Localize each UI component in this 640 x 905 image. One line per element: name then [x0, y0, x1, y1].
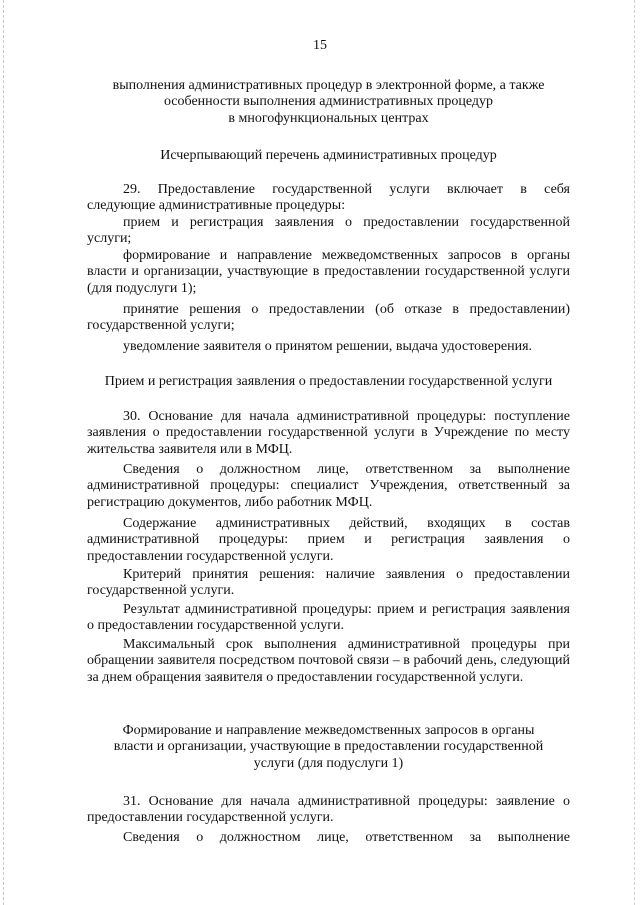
subheading-procedures-list: Исчерпывающий перечень административных процедур — [160, 148, 497, 163]
subheading-interagency-requests — [87, 723, 570, 772]
scan-right-edge — [634, 0, 636, 905]
procedure-item-1: прием и регистрация заявления о предоставлении государственной услуги; — [87, 215, 570, 247]
section-title — [87, 78, 570, 127]
paragraph-line: Сведения о должностном лице, ответственном за выполнение — [123, 830, 570, 845]
scan-left-edge — [3, 0, 5, 905]
section-title-line: в многофункциональных центрах — [228, 110, 429, 126]
paragraph-31-official — [87, 830, 570, 846]
procedure-item-3: принятие решения о предоставлении (об отказе в предоставлении) государственной услуги; — [87, 302, 570, 334]
paragraph-30-result: Результат административной процедуры: прием и регистрация заявления о предоставлении государственной услуги. — [87, 602, 570, 634]
procedure-item-2: формирование и направление межведомственных запросов в органы власти и организации, участвующие в предоставлении государственной услуги (для подуслуги 1); — [87, 248, 570, 296]
subheading-reception: Прием и регистрация заявления о предоставлении государственной услуги — [104, 374, 553, 389]
procedure-item-4: уведомление заявителя о принятом решении, выдача удостоверения. — [123, 339, 533, 354]
paragraph-31-basis: 31. Основание для начала административной процедуры: заявление о предоставлении государственной услуги. — [87, 794, 570, 826]
subheading-line: услуги (для подуслуги 1) — [253, 755, 404, 771]
paragraph-line: следующие административные процедуры: — [87, 198, 346, 214]
paragraph-line: 29. Предоставление государственной услуги включает в себя — [123, 182, 570, 197]
paragraph-30-criterion: Критерий принятия решения: наличие заявления о предоставлении государственной услуги. — [87, 567, 570, 599]
section-title-line: особенности выполнения административных процедур — [163, 94, 494, 110]
paragraph-30-official: Сведения о должностном лице, ответственном за выполнение административной процедуры: специалист Учреждения, ответственный за регистрацию документов, либо работник МФЦ. — [87, 462, 570, 510]
paragraph-30-content: Содержание административных действий, входящих в состав административной процедуры: прием и регистрация заявления о предоставлении государственной услуги. — [87, 516, 570, 564]
subheading-line: Формирование и направление межведомственных запросов в органы — [122, 723, 535, 738]
subheading-line: власти и организации, участвующие в предоставлении государственной — [113, 739, 544, 755]
paragraph-30-term: Максимальный срок выполнения административной процедуры при обращении заявителя посредством почтовой связи – в рабочий день, следующий за днем обращения заявителя о предоставлении государственной услуги. — [87, 637, 570, 685]
page-number: 15 — [313, 38, 327, 53]
section-title-line: выполнения административных процедур в электронной форме, а также — [112, 78, 545, 93]
paragraph-29 — [87, 182, 570, 215]
paragraph-30-basis: 30. Основание для начала административной процедуры: поступление заявления о предоставлении государственной услуги в Учреждение по месту жительства заявителя или в МФЦ. — [87, 409, 570, 457]
